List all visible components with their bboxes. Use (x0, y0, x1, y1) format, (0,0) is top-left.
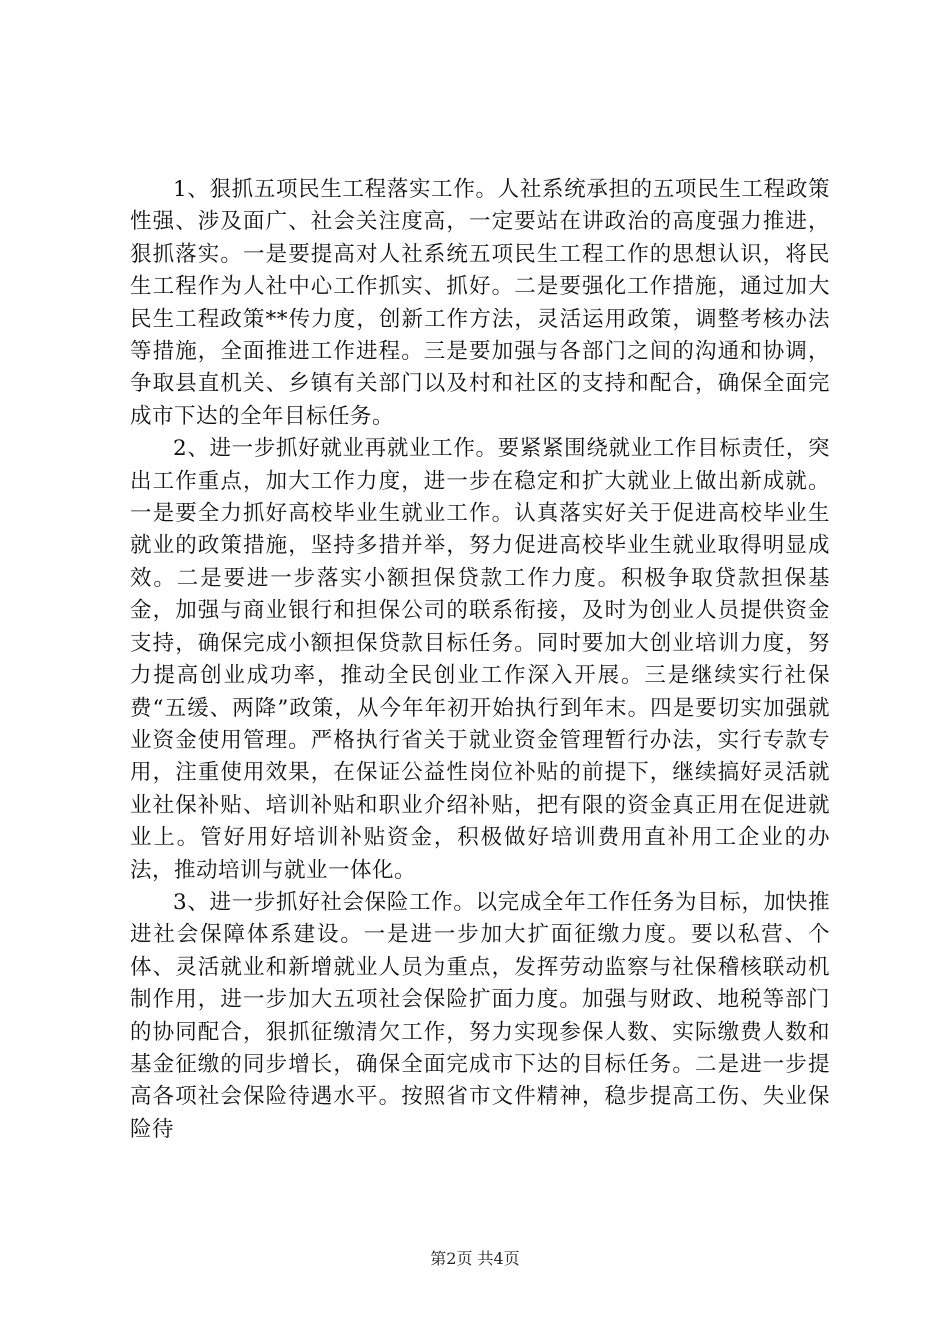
page-footer: 第2页 共4页 (430, 1249, 520, 1268)
paragraph-3: 3、进一步抓好社会保险工作。以完成全年工作任务为目标，加快推进社会保障体系建设。一是进一步加大扩面征缴力度。要以私营、个体、灵活就业和新增就业人员为重点，发挥劳动监察与社保稽核联动机制作用，进一步加大五项社会保险扩面力度。加强与财政、地税等部门的协同配合，狠抓征缴清欠工作，努力实现参保人数、实际缴费人数和基金征缴的同步增长，确保全面完成市下达的目标任务。二是进一步提高各项社会保险待遇水平。按照省市文件精神，稳步提高工伤、失业保险待 (130, 889, 830, 1142)
paragraph-2: 2、进一步抓好就业再就业工作。要紧紧围绕就业工作目标责任，突出工作重点，加大工作力度，进一步在稳定和扩大就业上做出新成就。一是要全力抓好高校毕业生就业工作。认真落实好关于促进高校毕业生就业的政策措施，坚持多措并举，努力促进高校毕业生就业取得明显成效。二是要进一步落实小额担保贷款工作力度。积极争取贷款担保基金，加强与商业银行和担保公司的联系衔接，及时为创业人员提供资金支持，确保完成小额担保贷款目标任务。同时要加大创业培训力度，努力提高创业成功率，推动全民创业工作深入开展。三是继续实行社保费“五缓、两降”政策，从今年年初开始执行到年末。四是要切实加强就业资金使用管理。严格执行省关于就业资金管理暂行办法，实行专款专用，注重使用效果，在保证公益性岗位补贴的前提下，继续搞好灵活就业社保补贴、培训补贴和职业介绍补贴，把有限的资金真正用在促进就业上。管好用好培训补贴资金，积极做好培训费用直补用工企业的办法，推动培训与就业一体化。 (130, 436, 830, 883)
paragraph-1: 1、狠抓五项民生工程落实工作。人社系统承担的五项民生工程政策性强、涉及面广、社会关注度高，一定要站在讲政治的高度强力推进，狠抓落实。一是要提高对人社系统五项民生工程工作的思想认识，将民生工程作为人社中心工作抓实、抓好。二是要强化工作措施，通过加大民生工程政策**传力度，创新工作方法，灵活运用政策，调整考核办法等措施，全面推进工作进程。三是要加强与各部门之间的沟通和协调，争取县直机关、乡镇有关部门以及村和社区的支持和配合，确保全面完成市下达的全年目标任务。 (130, 177, 830, 429)
document-body (130, 174, 830, 1146)
